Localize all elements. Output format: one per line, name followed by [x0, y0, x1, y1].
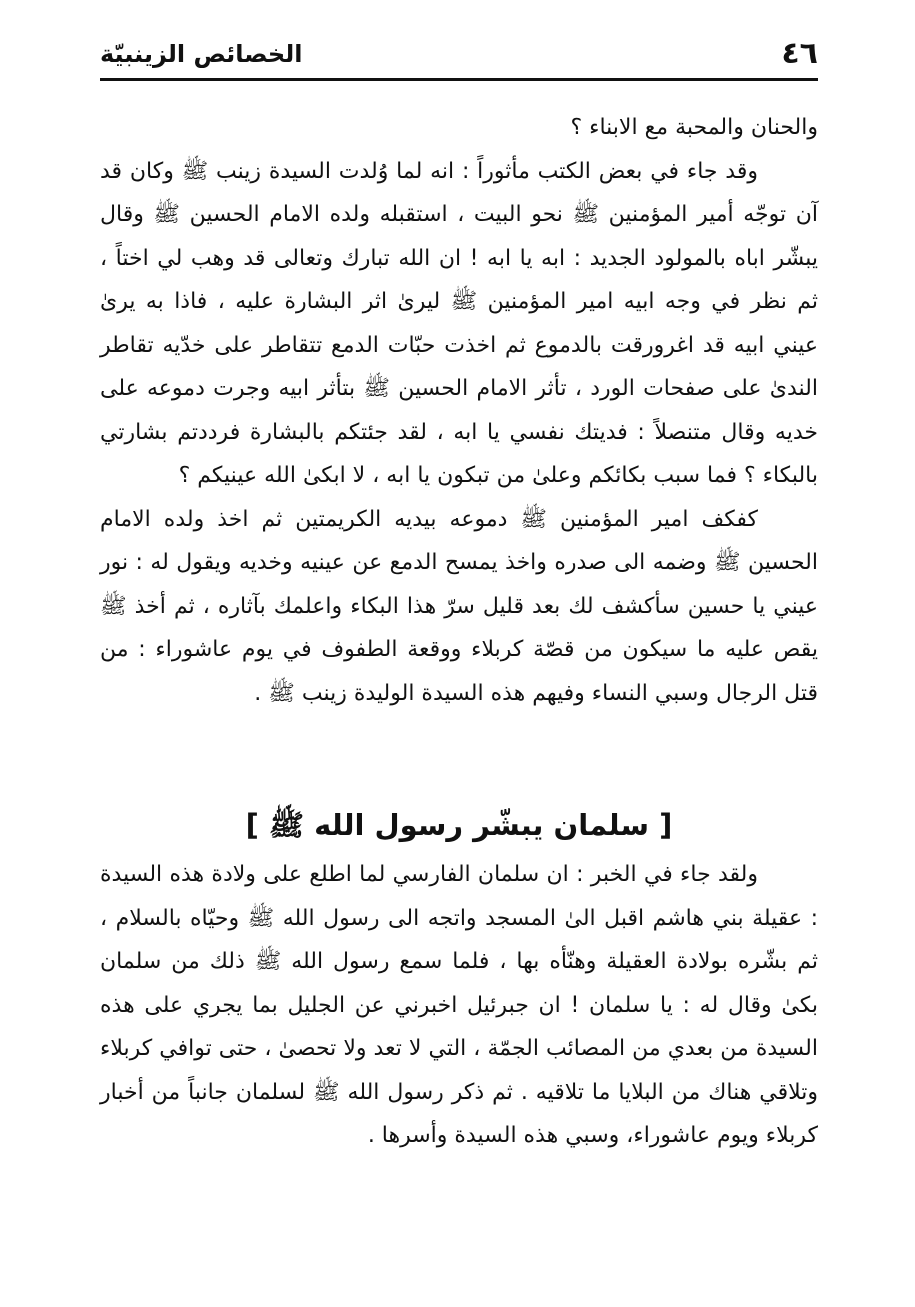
page-header	[100, 30, 818, 80]
paragraph-salman-account: ولقد جاء في الخبر : ان سلمان الفارسي لما اطلع على ولادة هذه السيدة : عقيلة بني هاشم اقبل الىٰ المسجد واتجه الى رسول الله ﷺ وحيّاه بالسلام ، ثم بشّره بولادة العقيلة وهنّأه بها ، فلما سمع رسول الله ﷺ ذلك من سلمان بكىٰ وقال له : يا سلمان ! ان جبرئيل اخبرني عن الجليل بما يجري على هذه السيدة من بعدي من المصائب الجمّة ، التي لا تعد ولا تحصىٰ ، حتى توافي كربلاء وتلاقي هناك من البلايا ما تلاقيه . ثم ذكر رسول الله ﷺ لسلمان جانباً من أخبار كربلاء ويوم عاشوراء، وسبي هذه السيدة وأسرها .	[100, 862, 818, 1148]
paragraph-continuation: والحنان والمحبة مع الابناء ؟	[570, 115, 818, 140]
page-number: ٤٦	[781, 36, 818, 71]
paragraph-birth-account: وقد جاء في بعض الكتب مأثوراً : انه لما وُلدت السيدة زينب ﷺ وكان قد آن توجّه أمير المؤمنين ﷺ نحو البيت ، استقبله ولده الامام الحسين ﷺ وقال يبشّر اباه بالمولود الجديد : ابه يا ابه ! ان الله تبارك وتعالى قد وهب لي اختاً ، ثم نظر في وجه ابيه امير المؤمنين ﷺ ليرىٰ اثر البشارة عليه ، فاذا به يرىٰ عيني ابيه قد اغرورقت بالدموع ثم اخذت حبّات الدمع تتقاطر على خدّيه تقاطر الندىٰ على صفحات الورد ، تأثر الامام الحسين ﷺ بتأثر ابيه وجرت دموعه على خديه وقال متنصلاً : فديتك نفسي يا ابه ، لقد جئتكم بالبشارة فرددتم بشارتي بالبكاء ؟ فما سبب بكائكم وعلىٰ من تبكون يا ابه ، لا ابكىٰ الله عينيكم ؟	[100, 158, 818, 488]
running-title: الخصائص الزينبيّة	[100, 40, 303, 68]
section-heading: [ سلمان يبشّر رسول الله ﷺ ]	[245, 808, 673, 842]
paragraph-imam-response: كفكف امير المؤمنين ﷺ دموعه بيديه الكريمتين ثم اخذ ولده الامام الحسين ﷺ وضمه الى صدره واخذ يمسح الدمع عن عينيه وخديه ويقول له : نور عيني يا حسين سأكشف لك بعد قليل سرّ هذا البكاء واعلمك بآثاره ، ثم أخذ ﷺ يقص عليه ما سيكون من قصّة كربلاء ووقعة الطفوف في يوم عاشوراء : من قتل الرجال وسبي النساء وفيهم هذه السيدة الوليدة زينب ﷺ .	[100, 506, 818, 706]
body-text	[100, 106, 818, 715]
section-body-text	[100, 853, 818, 1158]
header-divider	[100, 78, 818, 81]
